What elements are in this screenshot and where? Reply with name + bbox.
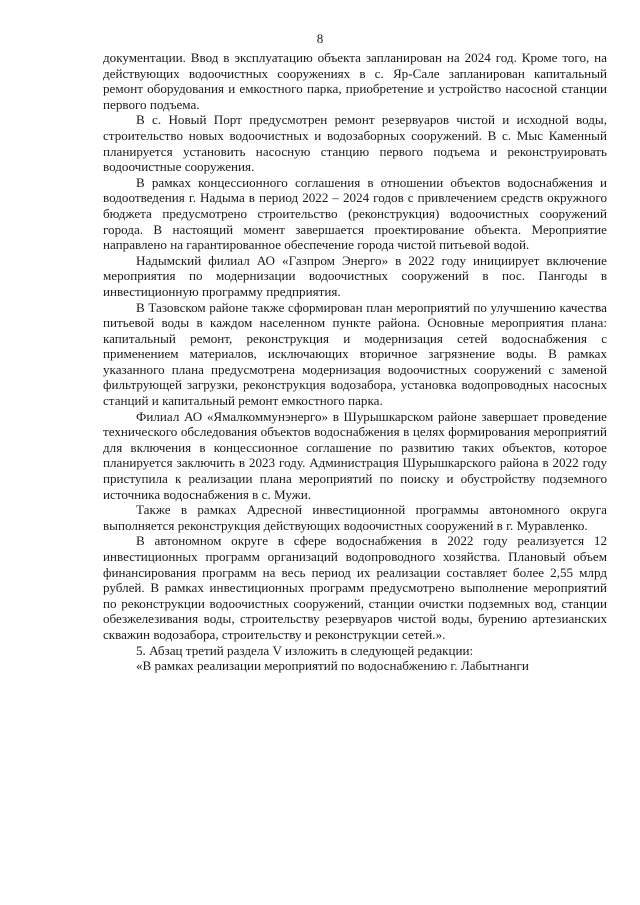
paragraph-novy-port: В с. Новый Порт предусмотрен ремонт резервуаров чистой и исходной воды, строительство новых водоочистных и водозаборных сооружений. В с. Мыс Каменный планируется установить насосную станцию первого подъема и реконструировать водоочистные сооружения. (103, 112, 607, 175)
paragraph-gazprom-energo: Надымский филиал АО «Газпром Энерго» в 2022 году инициирует включение мероприятия по модернизации водоочистных сооружений в пос. Пангоды в инвестиционную программу предприятия. (103, 252, 607, 299)
paragraph-nadym-concession: В рамках концессионного соглашения в отношении объектов водоснабжения и водоотведения г. Надыма в период 2022 – 2024 годов с привлечением средств окружного бюджета предусмотрено строительство (реконструкция) водоочистных сооружений города. В настоящий момент завершается проектирование объекта. Мероприятие направлено на гарантированное обеспечение города чистой питьевой водой. (103, 174, 607, 253)
document-body (103, 50, 607, 674)
paragraph-shuryshkarsky: Филиал АО «Ямалкоммунэнерго» в Шурышкарском районе завершает проведение технического обследования объектов водоснабжения в целях формирования мероприятий для включения в концессионное соглашение по развитию таких объектов, которое планируется заключить в 2023 году. Администрация Шурышкарского района в 2022 году приступила к реализации плана мероприятий по поиску и обустройству подземного источника водоснабжения в с. Мужи. (103, 408, 607, 502)
page-number: 8 (316, 31, 324, 46)
paragraph-amendment: 5. Абзац третий раздела V изложить в следующей редакции: (136, 642, 474, 658)
paragraph-investment-programs: В автономном округе в сфере водоснабжения в 2022 году реализуется 12 инвестиционных программ организаций водопроводного хозяйства. Плановый объем финансирования программ на весь период их реализации составляет более 2,55 млрд рублей. В рамках инвестиционных программ предусмотрено выполнение мероприятий по реконструкции водоочистных сооружений, станции очистки подземных вод, станции обезжелезивания воды, строительству резервуаров чистой воды, бурению артезианских скважин водозабора, строительству и реконструкции сетей.». (103, 533, 607, 642)
paragraph-tazovsky: В Тазовском районе также сформирован план мероприятий по улучшению качества питьевой воды в каждом населенном пункте района. Основные мероприятия плана: капитальный ремонт, реконструкция и модернизация сетей водоснабжения с применением материалов, исключающих вторичное загрязнение воды. В рамках указанного плана предусмотрена модернизация водоочистных сооружений с заменой фильтрующей загрузки, реконструкция водозабора, установка водопроводных насосных станций и капитальный ремонт емкостного парка. (103, 299, 607, 409)
paragraph-continuation: документации. Ввод в эксплуатацию объекта запланирован на 2024 год. Кроме того, на действующих водоочистных сооружениях в с. Яр-Сале запланирован капитальный ремонт оборудования и емкостного парка, приобретение и устройство насосной станции первого подъема. (103, 50, 607, 112)
paragraph-muravlenko: Также в рамках Адресной инвестиционной программы автономного округа выполняется реконструкция действующих водоочистных сооружений в г. Муравленко. (103, 502, 607, 533)
paragraph-labytnangi: «В рамках реализации мероприятий по водоснабжению г. Лабытнанги (136, 658, 529, 674)
